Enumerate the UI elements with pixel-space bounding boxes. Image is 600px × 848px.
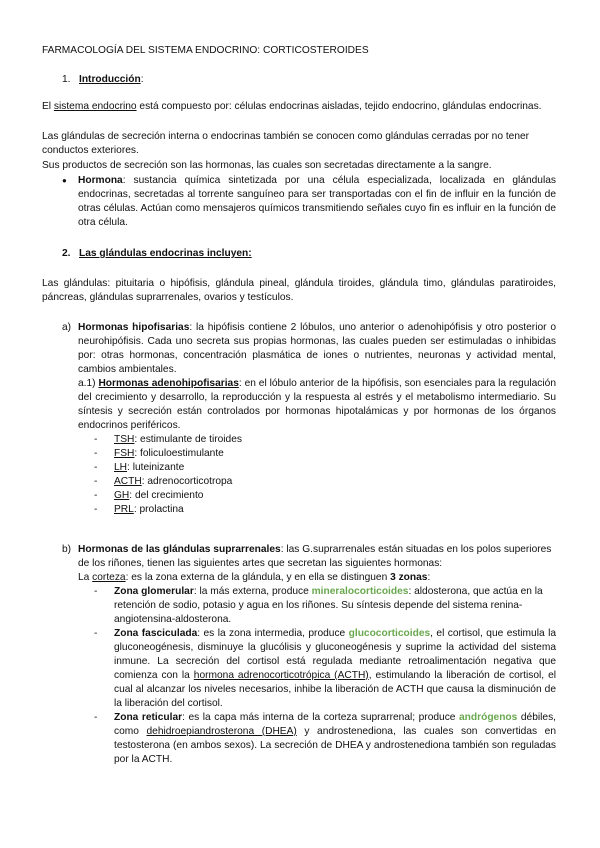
item-a-marker: a) <box>62 322 72 333</box>
a1-marker: a.1) <box>78 378 99 389</box>
hormone-desc: : luteinizante <box>127 462 185 473</box>
section-1-number: 1. <box>62 74 71 85</box>
list-item <box>94 461 556 475</box>
acth-term: hormona adrenocorticotrópica (ACTH) <box>193 670 369 681</box>
section-1-colon: : <box>140 74 144 85</box>
corteza-paragraph <box>78 571 556 585</box>
dash-marker: - <box>94 628 98 639</box>
androgenos-term: andrógenos <box>459 712 518 723</box>
corteza-start: La <box>78 572 93 583</box>
z2-c: , estimulando la liberación de cortisol, el cual al alcanzar los niveles necesarios, inhibe la liberación de ACTH que causa la disminución de la liberación del cortisol. <box>114 670 556 709</box>
zona-reticular-term: Zona reticular <box>114 712 183 723</box>
section-2-heading <box>62 247 252 261</box>
hormone-abbr: LH <box>114 462 128 473</box>
hormone-abbr: TSH <box>114 434 135 445</box>
hormone-abbr: ACTH <box>114 476 142 487</box>
z3-c: y androstenediona, las cuales son convertidas en testosterona (en ambos sexos). La secreción de DHEA y androstenediona también son reguladas por la ACTH. <box>114 726 557 765</box>
dash-marker: - <box>94 712 98 723</box>
z1-b: : aldosterona, que actúa en la retención de sodio, potasio y agua en los riñones. Su síntesis depende del sistema renina-angiotensina-aldosterona. <box>114 586 543 625</box>
list-item <box>94 503 556 517</box>
hormona-text: : sustancia química sintetizada por una célula especializada, localizada en glándulas endocrinas, secretadas al torrente sanguíneo para ser transportadas con el fin de influir en la función de otras células. Actúan como mensajeros químicos transmitiendo señales cuyo fin es influir en la función de otra célula. <box>78 175 556 228</box>
z3-a: : es la capa más interna de la corteza suprarrenal; produce <box>182 712 460 723</box>
hormonas-hipofisarias-item <box>62 321 556 517</box>
adenohipofisarias-term: Hormonas adenohipofisarias <box>98 378 239 389</box>
intro-paragraph-1 <box>42 100 556 114</box>
z2-a: : es la zona intermedia, produce <box>197 628 349 639</box>
zona-glomerular-text <box>114 585 556 627</box>
hormone-desc: : estimulante de tiroides <box>134 434 242 445</box>
dhea-term: dehidroepiandrosterona (DHEA) <box>146 726 297 737</box>
dash-marker: - <box>94 476 98 487</box>
hormone-abbr: GH <box>114 490 130 501</box>
section-2-title: Las glándulas endocrinas incluyen: <box>79 248 252 259</box>
hormona-bullet <box>62 174 556 230</box>
hormone-desc: : prolactina <box>133 504 184 515</box>
corteza-term: corteza <box>92 572 126 583</box>
zona-reticular-text <box>114 711 556 767</box>
suprarrenales-paragraph <box>78 543 556 571</box>
hormone-desc: : foliculoestimulante <box>134 448 224 459</box>
zona-reticular-item <box>94 711 556 767</box>
section-2-number: 2. <box>62 248 71 259</box>
intro-p1-start: El <box>42 101 54 112</box>
z2-b: , el cortisol, que estimula la gluconeogénesis, disminuye la glucólisis y gluconeogénesis y suprime la actividad del sistema inmune. La secreción del cortisol está regulada mediante retroalimentación negativa que comienza con la <box>114 628 556 681</box>
dash-marker: - <box>94 504 98 515</box>
tres-zonas: 3 zonas <box>390 572 428 583</box>
list-item <box>94 489 556 503</box>
hipofisarias-text: : la hipófisis contiene 2 lóbulos, uno anterior o adenohipófisis y otro posterior o neurohipófisis. Cada uno secreta sus propias hormonas, las cuales pueden ser estimuladas o inhibidas por: otras hormonas, concentración plasmática de iones o nutrientes, neuronas y actividad mental, cambios ambientales. <box>78 322 556 375</box>
zona-glomerular-term: Zona glomerular <box>114 586 194 597</box>
dash-marker: - <box>94 434 98 445</box>
item-b-marker: b) <box>62 544 72 555</box>
adenohipofisarias-paragraph <box>78 377 556 433</box>
hormonas-suprarrenales-item <box>62 543 556 767</box>
intro-paragraph-2: Las glándulas de secreción interna o endocrinas también se conocen como glándulas cerradas por no tener conductos exteriores. <box>42 131 530 156</box>
zona-fasciculada-text <box>114 627 556 711</box>
corteza-end: : <box>427 572 431 583</box>
dash-marker: - <box>94 448 98 459</box>
bullet-icon: ● <box>62 176 67 185</box>
glandulas-list-paragraph: Las glándulas: pituitaria o hipófisis, glándula pineal, glándula tiroides, glándula timo, glándulas paratiroides, páncreas, glándulas suprarrenales, ovarios y testículos. <box>42 278 556 303</box>
hormone-list <box>94 433 556 517</box>
sistema-endocrino-term: sistema endocrino <box>53 101 137 112</box>
hipofisarias-term: Hormonas hipofisarias <box>78 322 190 333</box>
document-title: FARMACOLOGÍA DEL SISTEMA ENDOCRINO: CORTICOSTEROIDES <box>42 45 369 56</box>
list-item <box>94 433 556 447</box>
dash-marker: - <box>94 490 98 501</box>
corteza-mid: : es la zona externa de la glándula, y en ella se distinguen <box>125 572 391 583</box>
list-item <box>94 475 556 489</box>
mineralocorticoides-term: mineralocorticoides <box>311 586 409 597</box>
hormone-abbr: PRL <box>114 504 134 515</box>
hormona-definition <box>78 174 556 230</box>
intro-p1-end: está compuesto por: células endocrinas aisladas, tejido endocrino, glándulas endocrinas. <box>136 101 542 112</box>
zona-fasciculada-item <box>94 627 556 711</box>
zonas-list <box>94 585 556 767</box>
hormone-desc: : adrenocorticotropa <box>141 476 233 487</box>
zona-glomerular-item <box>94 585 556 627</box>
dash-marker: - <box>94 586 98 597</box>
hormona-term: Hormona <box>78 175 123 186</box>
intro-paragraph-3: Sus productos de secreción son las hormonas, las cuales son secretadas directamente a la sangre. <box>42 160 492 171</box>
hormone-abbr: FSH <box>114 448 135 459</box>
suprarrenales-term: Hormonas de las glándulas suprarrenales <box>78 544 281 555</box>
z1-a: : la más externa, produce <box>193 586 312 597</box>
glucocorticoides-term: glucocorticoides <box>348 628 431 639</box>
adenohipofisarias-text: : en el lóbulo anterior de la hipófisis, son esenciales para la regulación del crecimiento y desarrollo, la reproducción y la respuesta al estrés y el metabolismo intermediario. Su síntesis y secreción están controlados por hormonas hipotalámicas y por hormonas de los órganos endocrinos periféricos. <box>78 378 556 431</box>
dash-marker: - <box>94 462 98 473</box>
hormone-desc: : del crecimiento <box>129 490 204 501</box>
z3-b: débiles, como <box>114 712 556 737</box>
section-1-title: Introducción <box>79 74 141 85</box>
section-1-heading <box>62 73 144 87</box>
suprarrenales-text: : las G.suprarrenales están situadas en los polos superiores de los riñones, tienen las siguientes artes que secretan las siguientes hormonas: <box>78 544 552 569</box>
zona-fasciculada-term: Zona fasciculada <box>114 628 198 639</box>
list-item <box>94 447 556 461</box>
hipofisarias-paragraph <box>78 321 556 377</box>
